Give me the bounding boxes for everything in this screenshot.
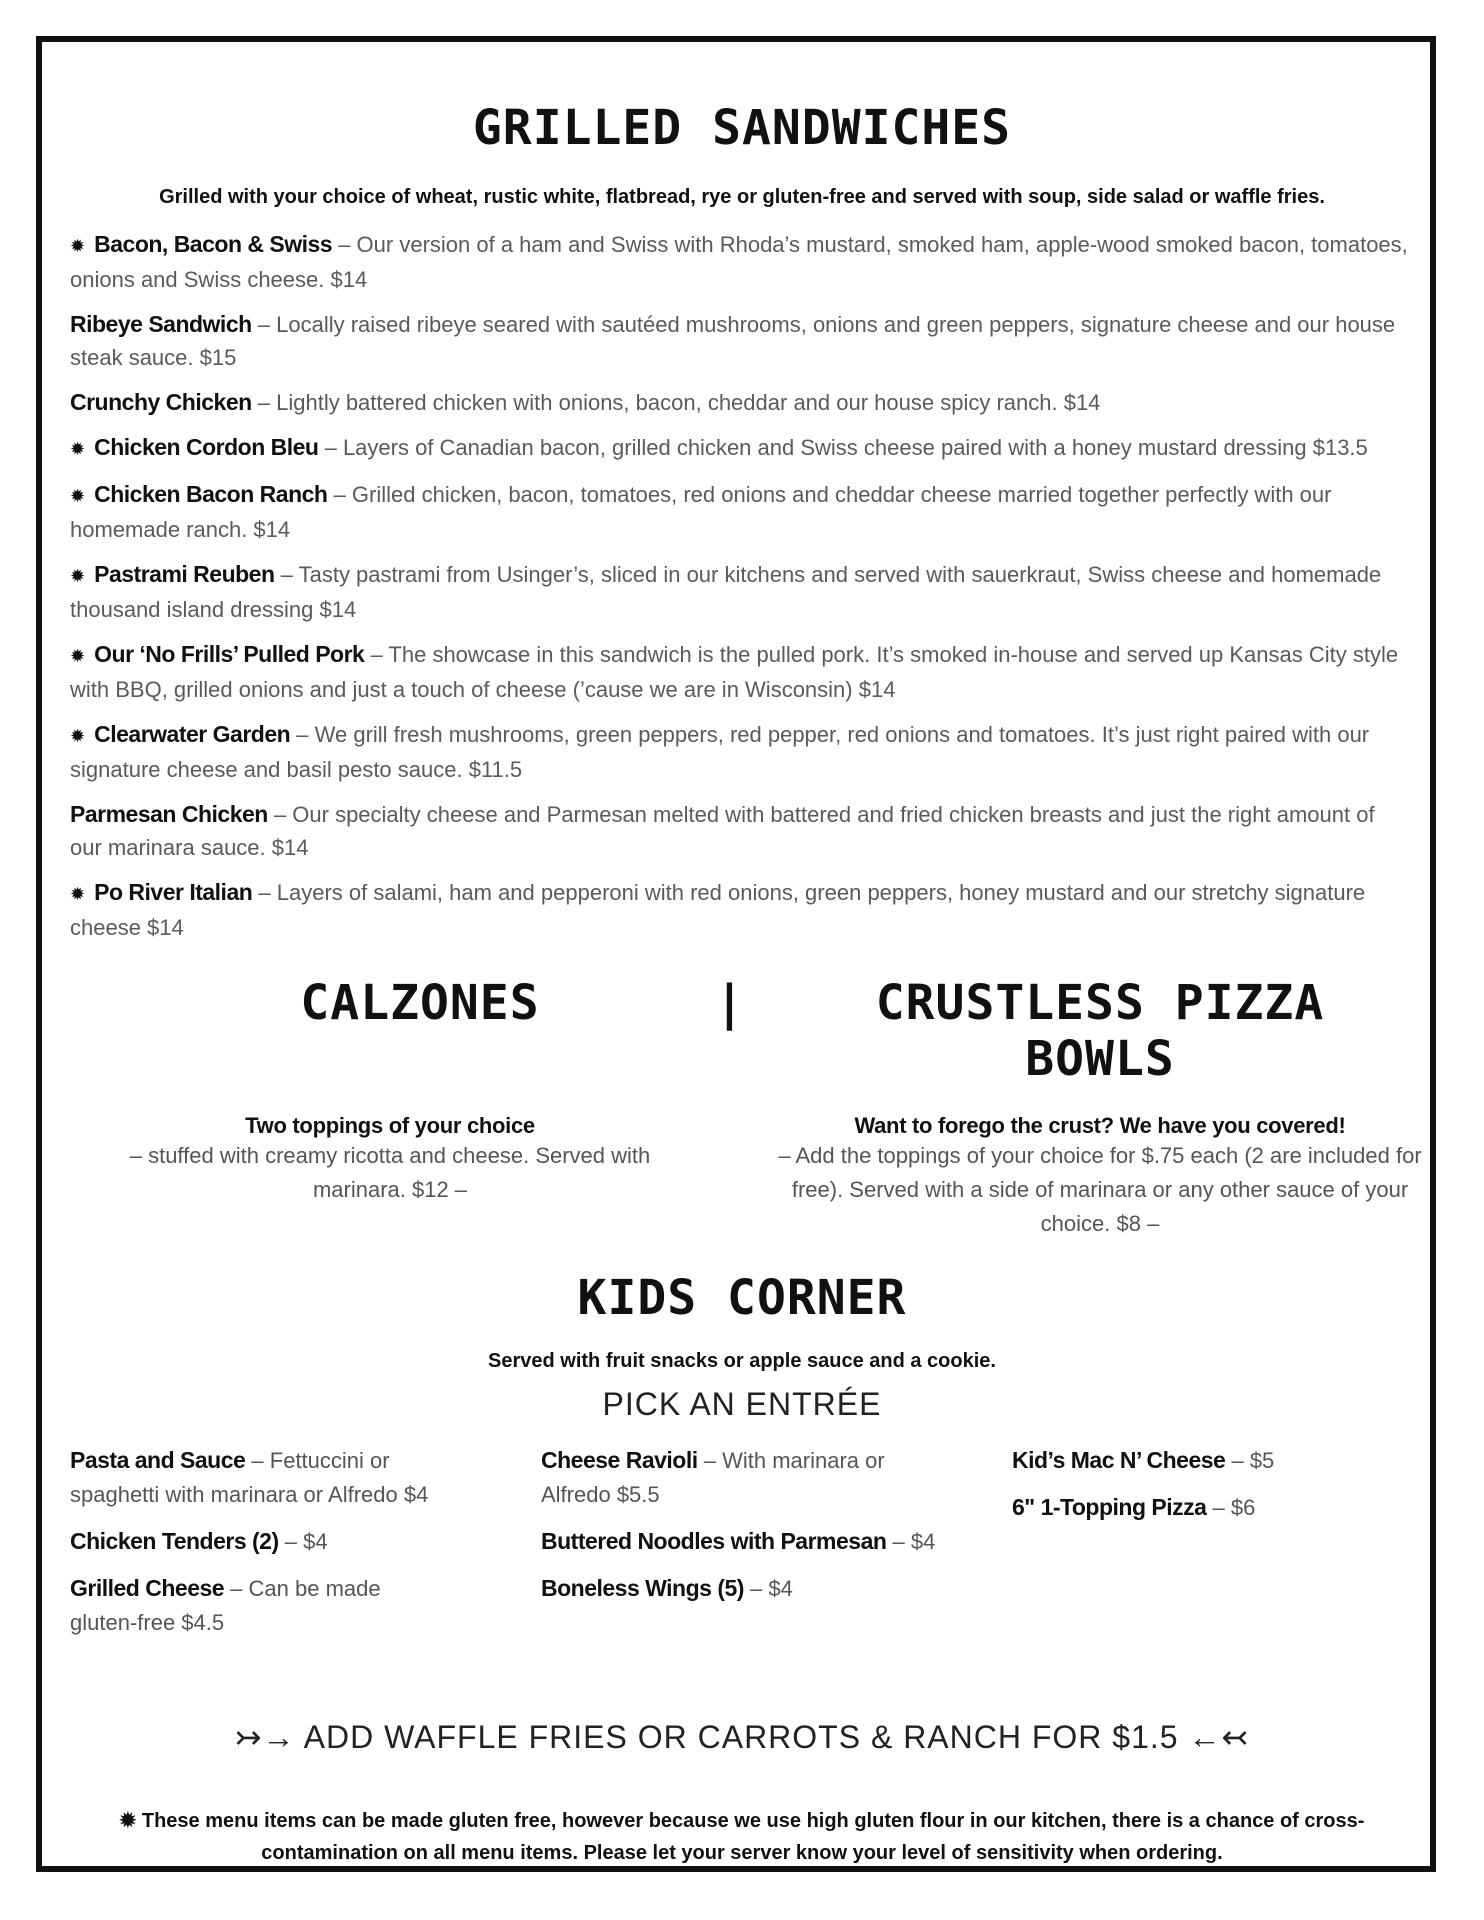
kids-column-1: [70, 1443, 430, 1652]
calzones-title: CALZONES: [300, 975, 540, 1031]
gluten-free-icon: ✹: [70, 236, 86, 256]
kids-item-description: – Fettuccini or spaghetti with marinara or Alfredo $4: [70, 1448, 429, 1507]
kids-column-3: [1012, 1443, 1412, 1537]
kids-item-description: – With marinara or Alfredo $5.5: [541, 1448, 885, 1507]
kids-item-name: Buttered Noodles with Parmesan: [541, 1528, 887, 1554]
sandwich-description: – Tasty pastrami from Usinger’s, sliced in our kitchens and served with sauerkraut, Swiss cheese and homemade thousand island dressing $14: [70, 562, 1382, 622]
kids-item: [70, 1524, 430, 1559]
sandwich-name: Bacon, Bacon & Swiss: [94, 231, 333, 257]
arrow-left-icon: ←↢: [1188, 1719, 1250, 1755]
gluten-free-icon: ✹: [70, 646, 86, 666]
kids-column-2: [541, 1443, 941, 1618]
section-divider: |: [715, 975, 745, 1031]
kids-item: [541, 1524, 941, 1559]
sandwich-name: Crunchy Chicken: [70, 389, 252, 415]
sandwich-name: Parmesan Chicken: [70, 801, 268, 827]
sandwich-name: Chicken Bacon Ranch: [94, 481, 328, 507]
sandwich-name: Clearwater Garden: [94, 721, 291, 747]
kids-item-name: Chicken Tenders (2): [70, 1528, 279, 1554]
gluten-note-text: These menu items can be made gluten free, however because we use high gluten flour in our kitchen, there is a chance of cross-contamination on all menu items. Please let your server know your level of sensitivity when ordering.: [141, 1810, 1365, 1864]
gluten-free-icon: ✹: [70, 486, 86, 506]
pizza-bowls-head: Want to forego the crust? We have you covered!: [854, 1113, 1346, 1138]
kids-item-description: – $6: [1206, 1495, 1256, 1520]
kids-item-name: Grilled Cheese: [70, 1575, 225, 1601]
sandwich-item: [70, 798, 1410, 864]
kids-item: [70, 1571, 430, 1640]
kids-item-description: – Can be made gluten-free $4.5: [70, 1576, 381, 1635]
sandwich-item: [70, 431, 1410, 466]
grilled-section: [0, 100, 1484, 156]
kids-item-name: Pasta and Sauce: [70, 1447, 246, 1473]
kids-item: [1012, 1490, 1412, 1525]
sandwich-description: – Layers of salami, ham and pepperoni with red onions, green peppers, honey mustard and our stretchy signature cheese $14: [70, 880, 1366, 940]
sandwich-item: [70, 228, 1410, 296]
addon-text: ADD WAFFLE FRIES OR CARROTS & RANCH FOR $1.5: [303, 1719, 1179, 1755]
gluten-free-icon: ✹: [119, 1810, 137, 1832]
sandwich-name: Pastrami Reuben: [94, 561, 275, 587]
pizza-bowls-title-line1: CRUSTLESS PIZZA: [875, 975, 1325, 1031]
calzones-head: Two toppings of your choice: [245, 1113, 535, 1138]
calzones-block: [100, 1113, 680, 1207]
kids-item: [1012, 1443, 1412, 1478]
gluten-free-icon: ✹: [70, 439, 86, 459]
kids-item: [541, 1443, 941, 1512]
kids-title: KIDS CORNER: [577, 1270, 907, 1326]
kids-item-name: Kid’s Mac N’ Cheese: [1012, 1447, 1226, 1473]
sandwich-name: Chicken Cordon Bleu: [94, 434, 319, 460]
pick-entree-heading: PICK AN ENTRÉE: [602, 1386, 882, 1422]
gluten-free-icon: ✹: [70, 884, 86, 904]
grilled-subtitle: Grilled with your choice of wheat, rustic white, flatbread, rye or gluten-free and served with soup, side salad or waffle fries.: [159, 186, 1325, 208]
kids-item-description: – $4: [886, 1529, 936, 1554]
sandwich-item: [70, 478, 1410, 546]
sandwich-description: – The showcase in this sandwich is the pulled pork. It’s smoked in-house and served up Kansas City style with BBQ, grilled onions and just a touch of cheese (’cause we are in Wisconsin) $14: [70, 642, 1399, 702]
sandwich-item: [70, 558, 1410, 626]
kids-item: [70, 1443, 430, 1512]
sandwich-item: [70, 308, 1410, 374]
kids-item-description: – $4: [743, 1576, 793, 1601]
pizza-bowls-block: [775, 1113, 1425, 1241]
sandwich-item: [70, 876, 1410, 944]
calzones-text: – stuffed with creamy ricotta and cheese. Served with marinara. $12 –: [129, 1143, 651, 1202]
sandwich-description: – Our specialty cheese and Parmesan melted with battered and fried chicken breasts and just the right amount of our marinara sauce. $14: [70, 802, 1375, 860]
kids-item-name: 6" 1-Topping Pizza: [1012, 1494, 1207, 1520]
grilled-items-list: [70, 228, 1410, 956]
sandwich-description: – Locally raised ribeye seared with sautéed mushrooms, onions and green peppers, signature cheese and our house steak sauce. $15: [70, 312, 1396, 370]
sandwich-description: – We grill fresh mushrooms, green peppers, red pepper, red onions and tomatoes. It’s just right paired with our signature cheese and basil pesto sauce. $11.5: [70, 722, 1370, 782]
sandwich-name: Ribeye Sandwich: [70, 311, 252, 337]
sandwich-name: Our ‘No Frills’ Pulled Pork: [94, 641, 365, 667]
sandwich-item: [70, 386, 1410, 419]
kids-subtitle: Served with fruit snacks or apple sauce and a cookie.: [488, 1350, 996, 1372]
sandwich-item: [70, 638, 1410, 706]
sandwich-description: – Layers of Canadian bacon, grilled chicken and Swiss cheese paired with a honey mustard dressing $13.5: [318, 435, 1368, 460]
sandwich-description: – Our version of a ham and Swiss with Rhoda’s mustard, smoked ham, apple-wood smoked bacon, tomatoes, onions and Swiss cheese. $14: [70, 232, 1408, 292]
gluten-free-icon: ✹: [70, 726, 86, 746]
sandwich-description: – Grilled chicken, bacon, tomatoes, red onions and cheddar cheese married together perfectly with our homemade ranch. $14: [70, 482, 1332, 542]
addon-line: [0, 1718, 1484, 1756]
gluten-free-icon: ✹: [70, 566, 86, 586]
sandwich-description: – Lightly battered chicken with onions, bacon, cheddar and our house spicy ranch. $14: [251, 390, 1101, 415]
kids-item: [541, 1571, 941, 1606]
gluten-note: [110, 1805, 1374, 1869]
kids-item-description: – $4: [278, 1529, 328, 1554]
grilled-title: GRILLED SANDWICHES: [472, 100, 1012, 156]
kids-item-name: Boneless Wings (5): [541, 1575, 744, 1601]
kids-item-description: – $5: [1225, 1448, 1275, 1473]
arrow-right-icon: ↣→: [234, 1719, 296, 1755]
pizza-bowls-title-line2: BOWLS: [1025, 1031, 1175, 1087]
pizza-bowls-text: – Add the toppings of your choice for $.75 each (2 are included for free). Served with a side of marinara or any other sauce of your choice. $8 –: [778, 1143, 1422, 1236]
kids-item-name: Cheese Ravioli: [541, 1447, 698, 1473]
sandwich-item: [70, 718, 1410, 786]
sandwich-name: Po River Italian: [94, 879, 253, 905]
